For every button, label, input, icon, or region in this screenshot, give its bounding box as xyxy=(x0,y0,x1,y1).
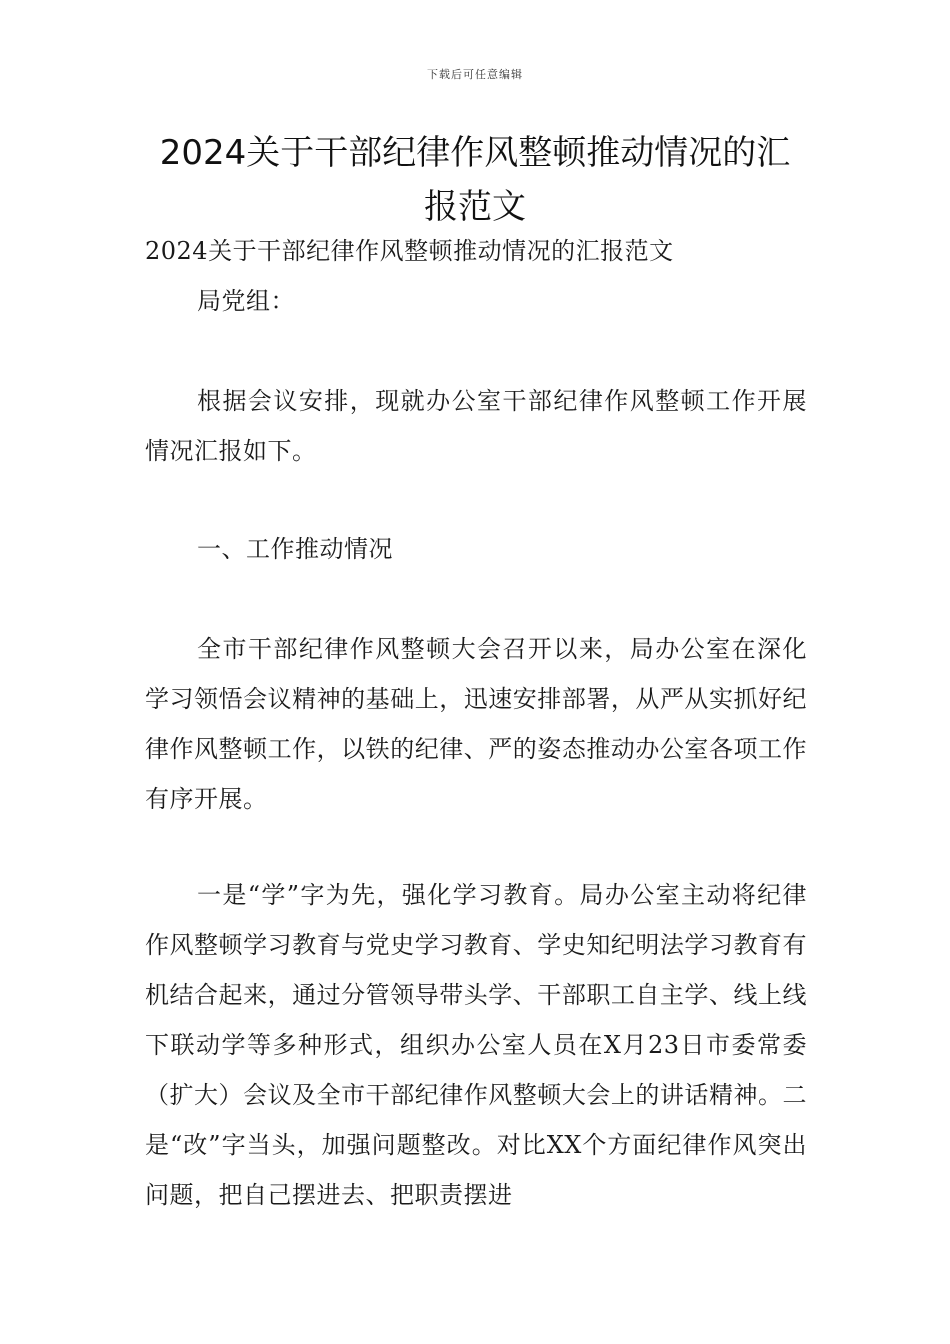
paragraph-work-overview: 全市干部纪律作风整顿大会召开以来，局办公室在深化学习领悟会议精神的基础上，迅速安排部署，从严从实抓好纪律作风整顿工作，以铁的纪律、严的姿态推动办公室各项工作有序开展。 xyxy=(145,635,807,813)
header-note: 下载后可任意编辑 xyxy=(427,68,523,81)
paragraph-intro: 根据会议安排，现就办公室干部纪律作风整顿工作开展情况汇报如下。 xyxy=(145,387,807,465)
salutation: 局党组： xyxy=(197,287,295,315)
paragraph-study-and-rectification: 一是“学”字为先，强化学习教育。局办公室主动将纪律作风整顿学习教育与党史学习教育、学史知纪明法学习教育有机结合起来，通过分管领导带头学、干部职工自主学、线上线下联动学等多种形式，组织办公室人员在X月23日市委常委（扩大）会议及全市干部纪律作风整顿大会上的讲话精神。二是“改”字当头，加强问题整改。对比XX个方面纪律作风突出问题，把自己摆进去、把职责摆进 xyxy=(145,881,807,1209)
document-title: 2024关于干部纪律作风整顿推动情况的汇报范文 xyxy=(159,133,791,227)
subtitle-line: 2024关于干部纪律作风整顿推动情况的汇报范文 xyxy=(145,237,674,265)
section-heading-1: 一、工作推动情况 xyxy=(197,535,393,563)
